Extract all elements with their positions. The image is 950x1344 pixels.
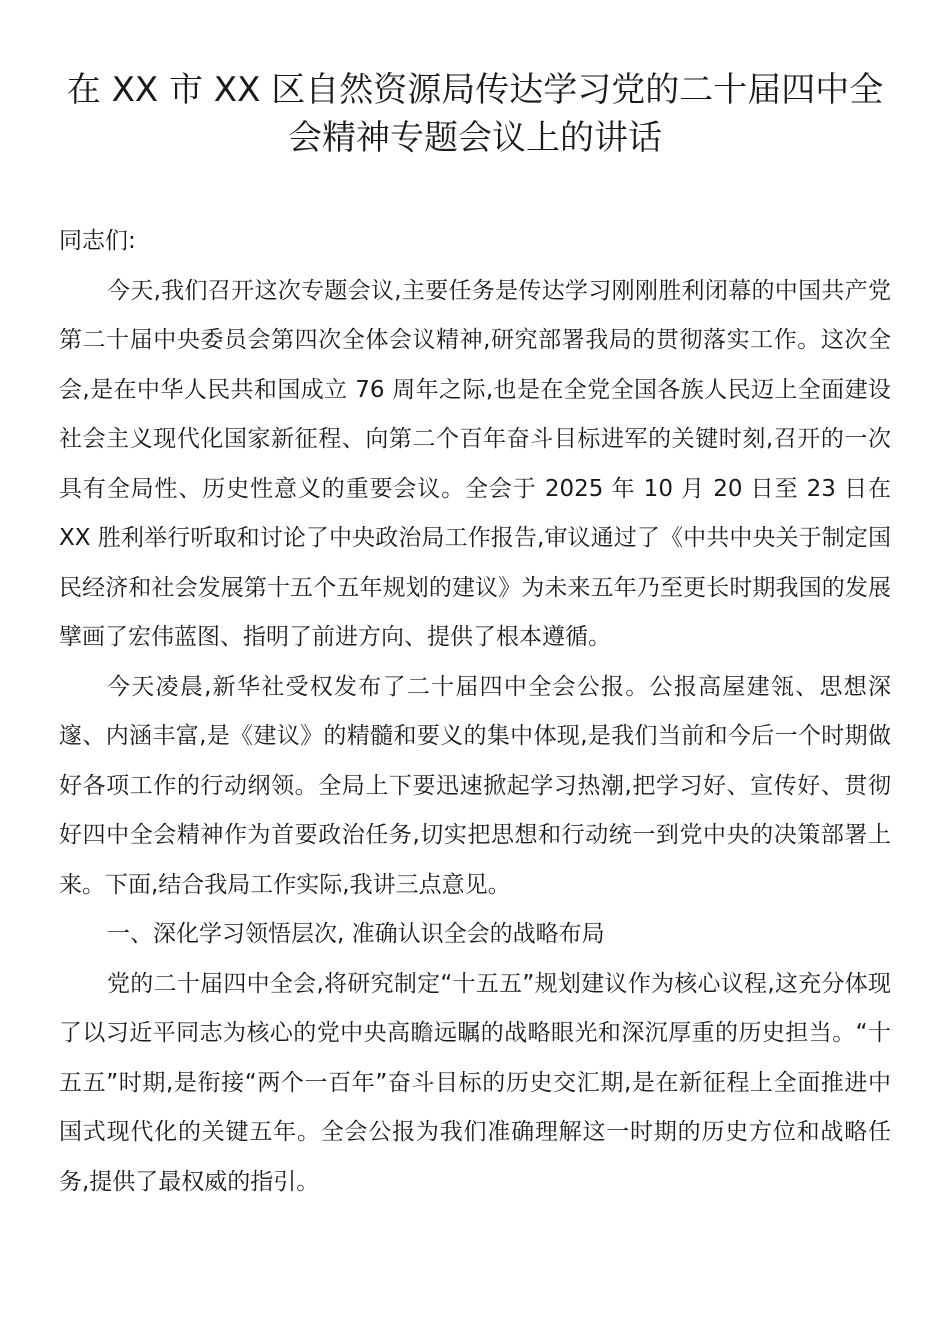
- document-body: [59, 217, 891, 1207]
- paragraph-section-1: 党的二十届四中全会,将研究制定“十五五”规划建议作为核心议程,这充分体现了以习近平同志为核心的党中央高瞻远瞩的战略眼光和深沉厚重的历史担当。“十五五”时期,是衔接“两个一百年”奋斗目标的历史交汇期,是在新征程上全面推进中国式现代化的关键五年。全会公报为我们准确理解这一时期的历史方位和战略任务,提供了最权威的指引。: [59, 970, 891, 1195]
- title-line-2: 会精神专题会议上的讲话: [288, 118, 662, 158]
- salutation: 同志们:: [59, 228, 136, 254]
- paragraph-communique: 今天凌晨,新华社受权发布了二十届四中全会公报。公报高屋建瓴、思想深邃、内涵丰富,是《建议》的精髓和要义的集中体现,是我们当前和今后一个时期做好各项工作的行动纲领。全局上下要迅速掀起学习热潮,把学习好、宣传好、贯彻好四中全会精神作为首要政治任务,切实把思想和行动统一到党中央的决策部署上来。下面,结合我局工作实际,我讲三点意见。: [59, 673, 891, 898]
- document-title: [50, 66, 900, 162]
- paragraph-opening: 今天,我们召开这次专题会议,主要任务是传达学习刚刚胜利闭幕的中国共产党第二十届中央委员会第四次全体会议精神,研究部署我局的贯彻落实工作。这次全会,是在中华人民共和国成立 76 周年之际,也是在全党全国各族人民迈上全面建设社会主义现代化国家新征程、向第二个百年奋斗目标进军的关键时刻,召开的一次具有全局性、历史性意义的重要会议。全会于 2025 年 10 月 20 日至 23 日在 XX 胜利举行听取和讨论了中央政治局工作报告,审议通过了《中共中央关于制定国民经济和社会发展第十五个五年规划的建议》为未来五年乃至更长时期我国的发展擘画了宏伟蓝图、指明了前进方向、提供了根本遵循。: [59, 277, 891, 650]
- title-line-1: 在 XX 市 XX 区自然资源局传达学习党的二十届四中全: [66, 70, 884, 110]
- section-heading-1: 一、深化学习领悟层次, 准确认识全会的战略布局: [107, 921, 605, 947]
